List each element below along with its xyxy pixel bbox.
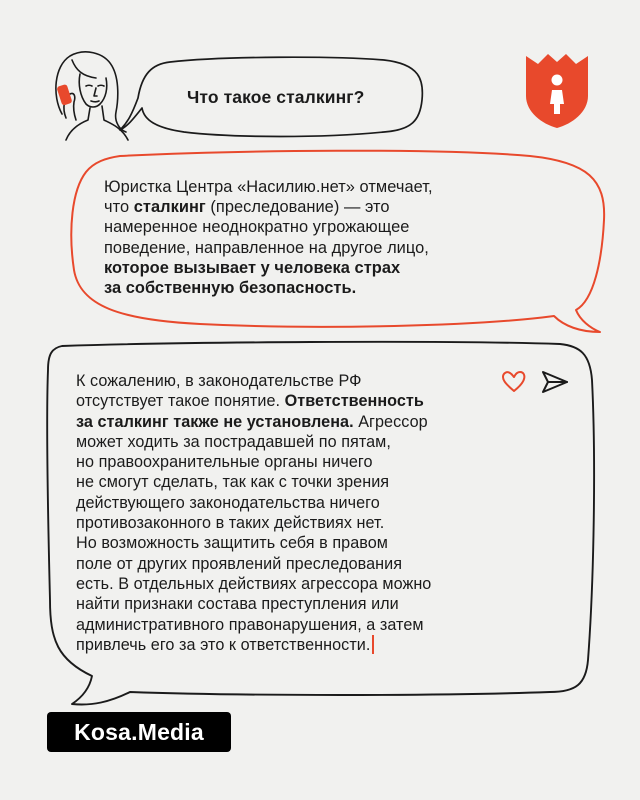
p2-line-14: привлечь его за это к ответственности. bbox=[76, 635, 546, 655]
p2-line-1: К сожалению, в законодательстве РФ bbox=[76, 372, 362, 390]
p2-line-8: противозаконного в таких действиях нет. bbox=[76, 514, 385, 533]
text-cursor bbox=[372, 635, 374, 654]
p1-line-1: Юристка Центра «Насилию.нет» отмечает, bbox=[104, 178, 433, 196]
p2-line-11: есть. В отдельных действиях агрессора можно bbox=[76, 574, 432, 593]
p2-line-13: административного правонарушения, а затем bbox=[76, 615, 424, 634]
p1-line-2: что сталкинг (преследование) — это bbox=[104, 198, 390, 217]
p2-line-4: может ходить за пострадавшей по пятам, bbox=[76, 432, 391, 451]
p2-line-10: поле от других проявлений преследования bbox=[76, 554, 403, 573]
p2-line-3: за сталкинг также не установлена. Агрессор bbox=[76, 412, 428, 431]
shield-logo-icon bbox=[524, 52, 590, 130]
p1-bold-line-1: которое вызывает у человека страх bbox=[104, 258, 401, 277]
p2-line-12: найти признаки состава преступления или bbox=[76, 595, 399, 614]
p2-line-2: отсутствует такое понятие. Ответственность bbox=[76, 392, 424, 411]
p2-line-5: но правоохранительные органы ничего bbox=[76, 453, 373, 472]
p1-line-3: намеренное неоднократно угрожающее bbox=[104, 218, 410, 237]
p2-line-6: не смогут сделать, так как с точки зрения bbox=[76, 473, 390, 492]
p2-line-9: Но возможность защитить себя в правом bbox=[76, 534, 388, 553]
red-bubble-text bbox=[104, 177, 544, 298]
brand-label: Kosa.Media bbox=[47, 712, 231, 752]
question-text: Что такое сталкинг? bbox=[187, 87, 365, 107]
p2-line-7: действующего законодательства ничего bbox=[76, 493, 380, 512]
p1-bold-line-2: за собственную безопасность. bbox=[104, 279, 357, 298]
black-bubble-text bbox=[76, 371, 546, 655]
p1-line-4: поведение, направленное на другое лицо, bbox=[104, 238, 429, 257]
